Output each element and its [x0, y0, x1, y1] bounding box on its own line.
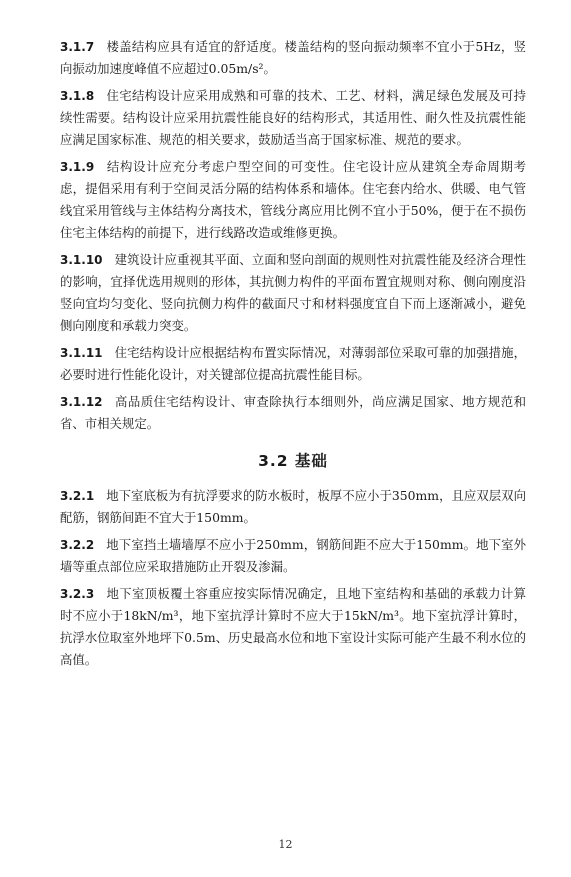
clause-3-1-10	[60, 249, 526, 337]
clause-text: 地下室底板为有抗浮要求的防水板时，板厚不应小于350mm，且应双层双向配筋，钢筋间距不宜大于150mm。	[60, 488, 526, 525]
clause-text: 结构设计应充分考虑户型空间的可变性。住宅设计应从建筑全寿命周期考虑，提倡采用有利于空间灵活分隔的结构体系和墙体。住宅套内给水、供暖、电气管线宜采用管线与主体结构分离技术，管线分离应用比例不宜小于50%，便于在不损伤住宅主体结构的前提下，进行线路改造或维修更换。	[60, 159, 526, 240]
clause-3-1-9	[60, 156, 526, 244]
page-number: 12	[278, 838, 293, 851]
clause-number: 3.1.8	[60, 89, 95, 103]
clause-3-2-2	[60, 534, 526, 578]
clause-text: 楼盖结构应具有适宜的舒适度。楼盖结构的竖向振动频率不宜小于5Hz，竖向振动加速度峰值不应超过0.05m/s²。	[60, 39, 526, 76]
section-title: 3.2 基础	[258, 452, 328, 470]
clause-number: 3.2.3	[60, 587, 95, 601]
clause-number: 3.2.2	[60, 538, 95, 552]
clause-number: 3.2.1	[60, 489, 95, 503]
clause-3-1-7	[60, 36, 526, 80]
clause-text: 建筑设计应重视其平面、立面和竖向剖面的规则性对抗震性能及经济合理性的影响，宜择优选用规则的形体，其抗侧力构件的平面布置宜规则对称、侧向刚度沿竖向宜均匀变化、竖向抗侧力构件的截面尺寸和材料强度宜自下而上逐渐减小，避免侧向刚度和承载力突变。	[60, 252, 526, 333]
clause-number: 3.1.9	[60, 160, 95, 174]
clause-3-2-1	[60, 485, 526, 529]
clause-number: 3.1.11	[60, 346, 103, 360]
clause-text: 住宅结构设计应根据结构布置实际情况，对薄弱部位采取可靠的加强措施，必要时进行性能化设计，对关键部位提高抗震性能目标。	[60, 345, 526, 382]
clause-3-1-12	[60, 391, 526, 435]
clause-number: 3.1.12	[60, 395, 103, 409]
clause-text: 地下室挡土墙墙厚不应小于250mm，钢筋间距不应大于150mm。地下室外墙等重点部位应采取措施防止开裂及渗漏。	[60, 537, 526, 574]
clause-number: 3.1.7	[60, 40, 95, 54]
clause-text: 住宅结构设计应采用成熟和可靠的技术、工艺、材料，满足绿色发展及可持续性需要。结构设计应采用抗震性能良好的结构形式，其适用性、耐久性及抗震性能应满足国家标准、规范的相关要求，鼓励适当高于国家标准、规范的要求。	[60, 88, 526, 147]
clause-3-2-3	[60, 583, 526, 671]
clause-number: 3.1.10	[60, 253, 103, 267]
clause-text: 地下室顶板覆土容重应按实际情况确定，且地下室结构和基础的承载力计算时不应小于18kN/m³，地下室抗浮计算时不应大于15kN/m³。地下室抗浮计算时，抗浮水位取室外地坪下0.5m、历史最高水位和地下室设计实际可能产生最不利水位的高值。	[60, 586, 526, 667]
clause-text: 高品质住宅结构设计、审查除执行本细则外，尚应满足国家、地方规范和省、市相关规定。	[60, 394, 526, 431]
clause-3-1-8	[60, 85, 526, 151]
document-page	[60, 36, 526, 676]
clause-3-1-11	[60, 342, 526, 386]
